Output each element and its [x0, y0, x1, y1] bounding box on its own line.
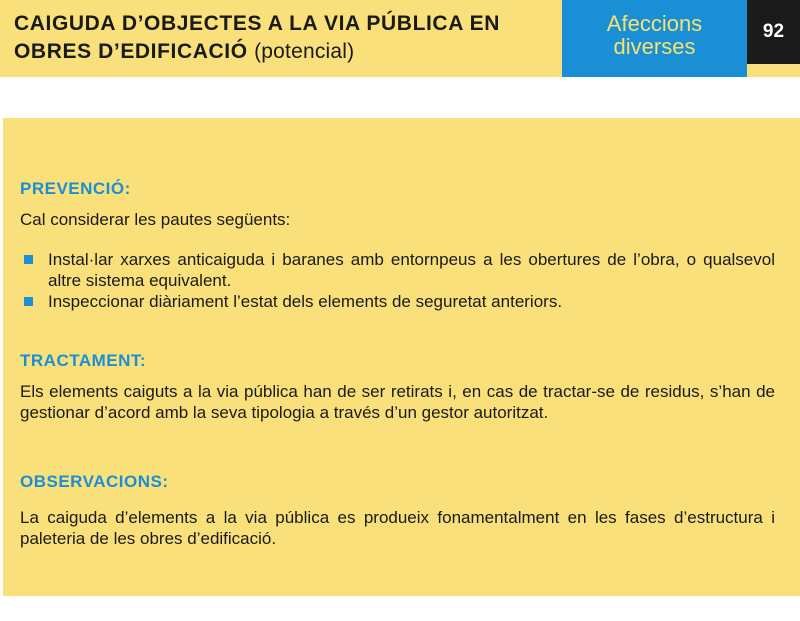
content-panel [3, 118, 800, 596]
section-title-tractament: TRACTAMENT: [20, 351, 147, 370]
page-number-badge: 92 [747, 0, 800, 64]
title-qualifier: (potencial) [254, 40, 355, 63]
list-item [20, 291, 775, 312]
bullet-text: Inspeccionar diàriament l’estat dels elements de seguretat anteriors. [48, 292, 563, 311]
section-title-prevencio: PREVENCIÓ: [20, 179, 131, 198]
category-badge [562, 0, 747, 77]
sheet-title [14, 10, 559, 66]
observacions-text: La caiguda d’elements a la via pública es produeix fonamentalment en les fases d’estructura i paleteria de les obres d’edificació. [20, 508, 775, 548]
section-title-observacions: OBSERVACIONS: [20, 472, 169, 491]
prevencio-intro: Cal considerar les pautes següents: [20, 210, 291, 229]
square-bullet-icon [24, 297, 33, 306]
page-header [0, 0, 800, 77]
square-bullet-icon [24, 255, 33, 264]
category-line-2: diverses [613, 34, 696, 59]
tractament-text: Els elements caiguts a la via pública han de ser retirats i, en cas de tractar-se de residus, s’han de gestionar d’acord amb la seva tipologia a través d’un gestor autoritzat. [20, 382, 775, 422]
prevencio-bullet-list [20, 249, 775, 312]
title-line-2 [14, 38, 559, 66]
list-item [20, 249, 775, 291]
bullet-text: Instal·lar xarxes anticaiguda i baranes amb entornpeus a les obertures de l’obra, o qualsevol altre sistema equivalent. [48, 250, 775, 290]
category-line-1: Afeccions [606, 11, 703, 36]
title-main: OBRES D’EDIFICACIÓ [14, 40, 248, 63]
title-line-1: CAIGUDA D’OBJECTES A LA VIA PÚBLICA EN [14, 12, 500, 35]
